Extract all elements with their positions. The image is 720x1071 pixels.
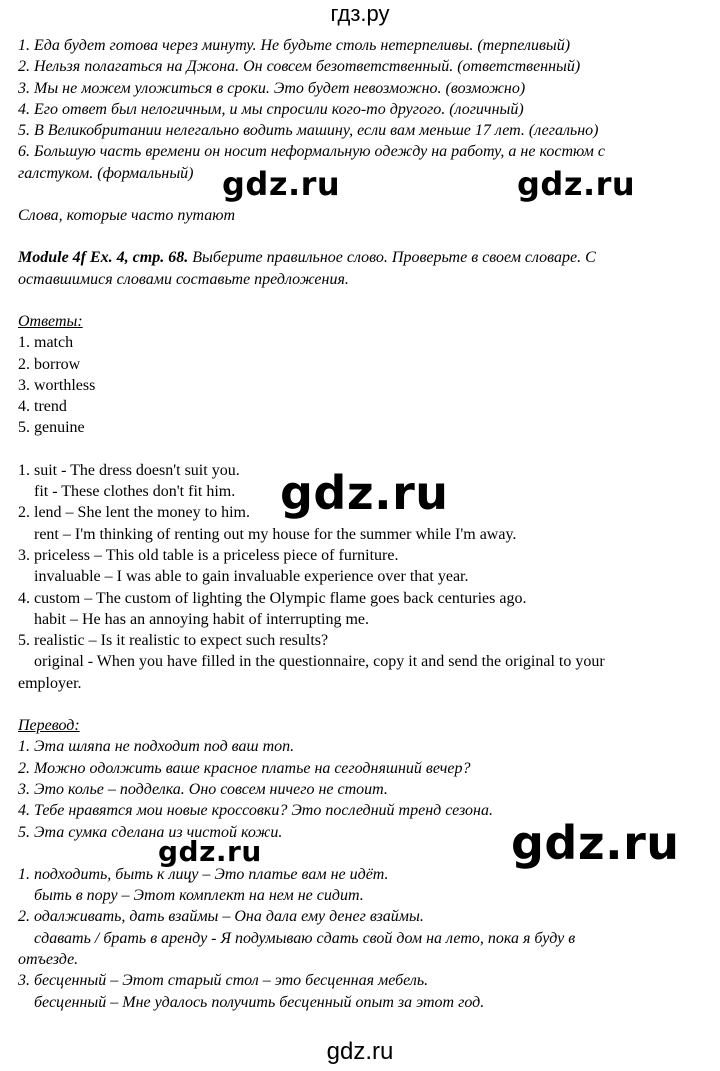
watermark: gdz.ru [158,835,262,868]
translation-sentence: быть в пору – Этот комплект на нем не сидит. [34,887,364,905]
translation-sentence: бесценный – Мне удалось получить бесценный опыт за этот год. [34,993,485,1011]
sentence-line: habit – He has an annoying habit of interrupting me. [34,610,370,628]
task-text: Выберите правильное слово. Проверьте в своем словаре. С [188,249,596,267]
watermark: gdz.ru [280,466,449,520]
translation-item: 5. Эта сумка сделана из чистой кожи. [18,823,283,841]
section-heading: Слова, которые часто путают [18,207,236,225]
sentence-line: rent – I'm thinking of renting out my house for the summer while I'm away. [34,525,517,543]
answer-item: 5. genuine [18,419,85,437]
translation-item: 1. Эта шляпа не подходит под ваш топ. [18,738,295,756]
text-line: 5. В Великобритании нелегально водить машину, если вам меньше 17 лет. (легально) [18,122,599,140]
answers-title: Ответы: [18,312,83,330]
translation-title: Перевод: [18,717,80,735]
task-line: оставшимися словами составьте предложения. [18,270,349,288]
translation-sentence: отъезде. [18,950,79,968]
answer-item: 1. match [18,334,74,352]
text-line: 2. Нельзя полагаться на Джона. Он совсем безответственный. (ответственный) [18,58,581,76]
sentence-line: 2. lend – She lent the money to him. [18,504,250,522]
text-line: 1. Еда будет готова через минуту. Не будьте столь нетерпеливы. (терпеливый) [18,37,571,54]
translation-sentence: 1. подходить, быть к лицу – Это платье вам не идёт. [18,865,389,883]
watermark: gdz.ru [222,165,341,203]
sentence-line: fit - These clothes don't fit him. [34,483,236,501]
text-line: галстуком. (формальный) [18,164,194,182]
translation-sentence: сдавать / брать в аренду - Я подумываю сдать свой дом на лето, пока я буду в [34,929,576,947]
translation-sentence: 3. бесценный – Этот старый стол – это бесценная мебель. [18,972,429,990]
text-line: 4. Его ответ был нелогичным, и мы спросили кого-то другого. (логичный) [18,100,524,118]
translation-item: 3. Это колье – подделка. Оно совсем ничего не стоит. [18,780,388,798]
watermark: gdz.ru [517,165,636,203]
text-line: 6. Большую часть времени он носит неформальную одежду на работу, а не костюм с [18,143,605,161]
sentence-line: 5. realistic – Is it realistic to expect such results? [18,632,329,650]
page-header: гдз.ру [330,1,390,26]
translation-sentence: 2. одалживать, дать взаймы – Она дала ему денег взаймы. [18,908,424,926]
task-label: Module 4f Ex. 4, стр. 68. [18,249,189,267]
answer-item: 3. worthless [18,376,96,394]
translation-item: 4. Тебе нравятся мои новые кроссовки? Это последний тренд сезона. [18,802,493,820]
block-1 [18,35,690,184]
sentence-line: employer. [18,674,82,692]
translation-item: 2. Можно одолжить ваше красное платье на сегодняшний вечер? [18,759,471,777]
task-line [18,247,690,268]
text-line: 3. Мы не можем уложиться в сроки. Это будет невозможно. (возможно) [18,79,526,97]
sentence-line: 3. priceless – This old table is a priceless piece of furniture. [18,546,399,564]
answer-item: 2. borrow [18,355,81,373]
sentence-line: 4. custom – The custom of lighting the Olympic flame goes back centuries ago. [18,589,527,607]
answer-item: 4. trend [18,398,67,416]
sentence-line: 1. suit - The dress doesn't suit you. [18,461,240,479]
translation-sentences-list [18,864,690,1013]
sentence-line: original - When you have filled in the questionnaire, copy it and send the original to your [34,653,605,671]
page-footer: gdz.ru [326,1038,394,1065]
sentence-line: invaluable – I was able to gain invaluable experience over that year. [34,568,469,586]
watermark: gdz.ru [511,816,680,870]
answers-list [18,332,690,438]
